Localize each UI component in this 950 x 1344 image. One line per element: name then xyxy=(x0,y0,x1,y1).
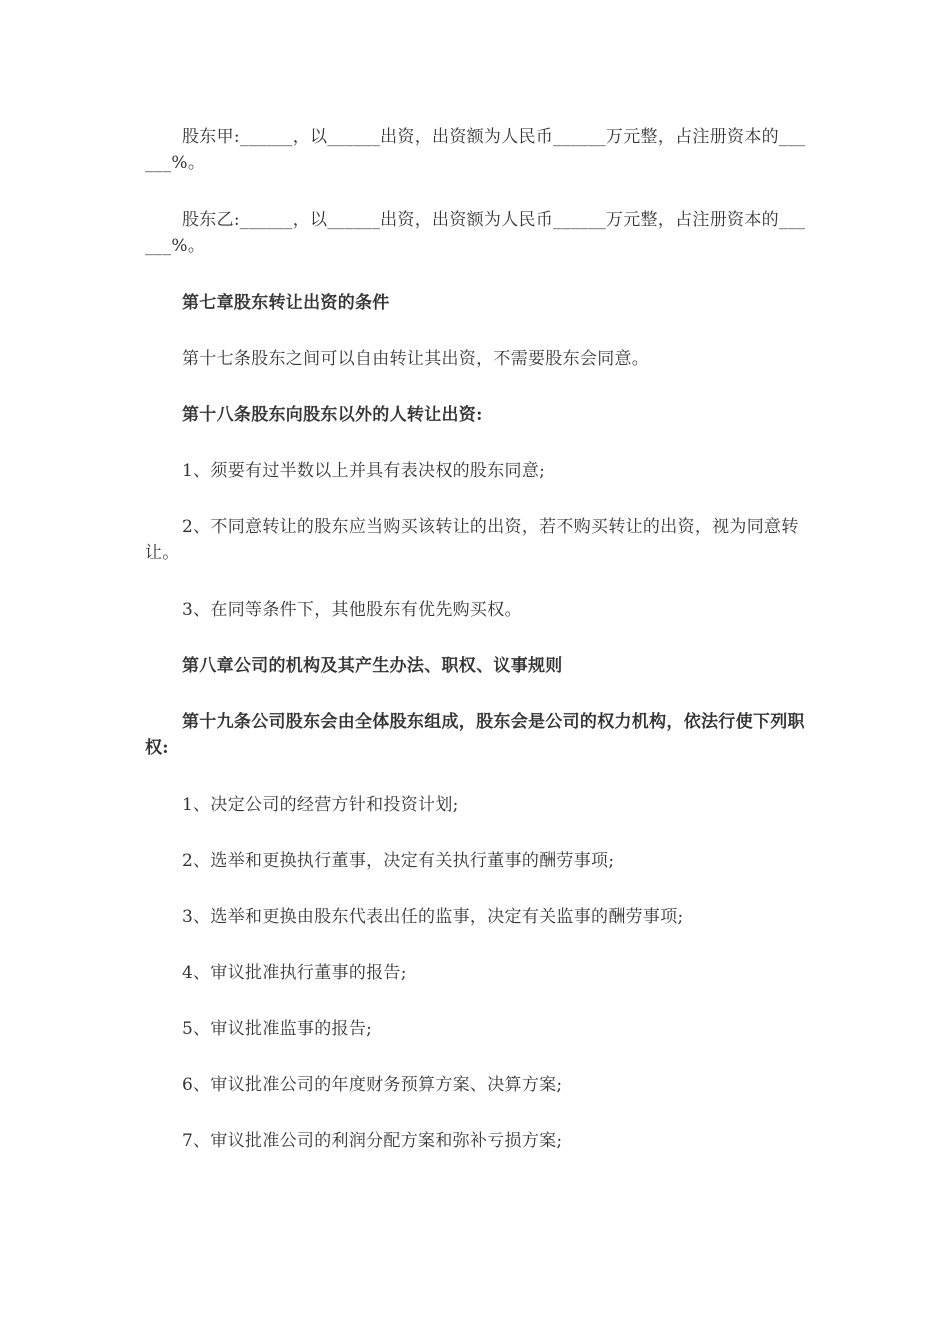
article-17-paragraph: 第十七条股东之间可以自由转让其出资，不需要股东会同意。 xyxy=(182,349,650,369)
document-body xyxy=(145,124,807,1154)
list-item: 1、决定公司的经营方针和投资计划; xyxy=(182,795,459,815)
shareholder-a-paragraph: 股东甲:______，以______出资，出资额为人民币______万元整，占注册资本的______%。 xyxy=(145,127,806,173)
list-item: 1、须要有过半数以上并具有表决权的股东同意; xyxy=(182,461,546,481)
article-18-heading: 第十八条股东向股东以外的人转让出资: xyxy=(182,405,483,425)
shareholder-b-paragraph: 股东乙:______，以______出资，出资额为人民币______万元整，占注册资本的______%。 xyxy=(145,210,806,256)
list-item: 5、审议批准监事的报告; xyxy=(182,1019,373,1039)
article-19-heading: 第十九条公司股东会由全体股东组成，股东会是公司的权力机构，依法行使下列职权: xyxy=(145,712,805,758)
chapter-8-heading: 第八章公司的机构及其产生办法、职权、议事规则 xyxy=(182,656,563,676)
list-item: 6、审议批准公司的年度财务预算方案、决算方案; xyxy=(182,1075,563,1095)
list-item: 2、选举和更换执行董事，决定有关执行董事的酬劳事项; xyxy=(182,851,615,871)
list-item: 2、不同意转让的股东应当购买该转让的出资，若不购买转让的出资，视为同意转让。 xyxy=(145,517,799,563)
list-item: 3、选举和更换由股东代表出任的监事，决定有关监事的酬劳事项; xyxy=(182,907,684,927)
list-item: 7、审议批准公司的利润分配方案和弥补亏损方案; xyxy=(182,1131,563,1151)
list-item: 3、在同等条件下，其他股东有优先购买权。 xyxy=(182,600,522,620)
chapter-7-heading: 第七章股东转让出资的条件 xyxy=(182,293,390,313)
list-item: 4、审议批准执行董事的报告; xyxy=(182,963,407,983)
